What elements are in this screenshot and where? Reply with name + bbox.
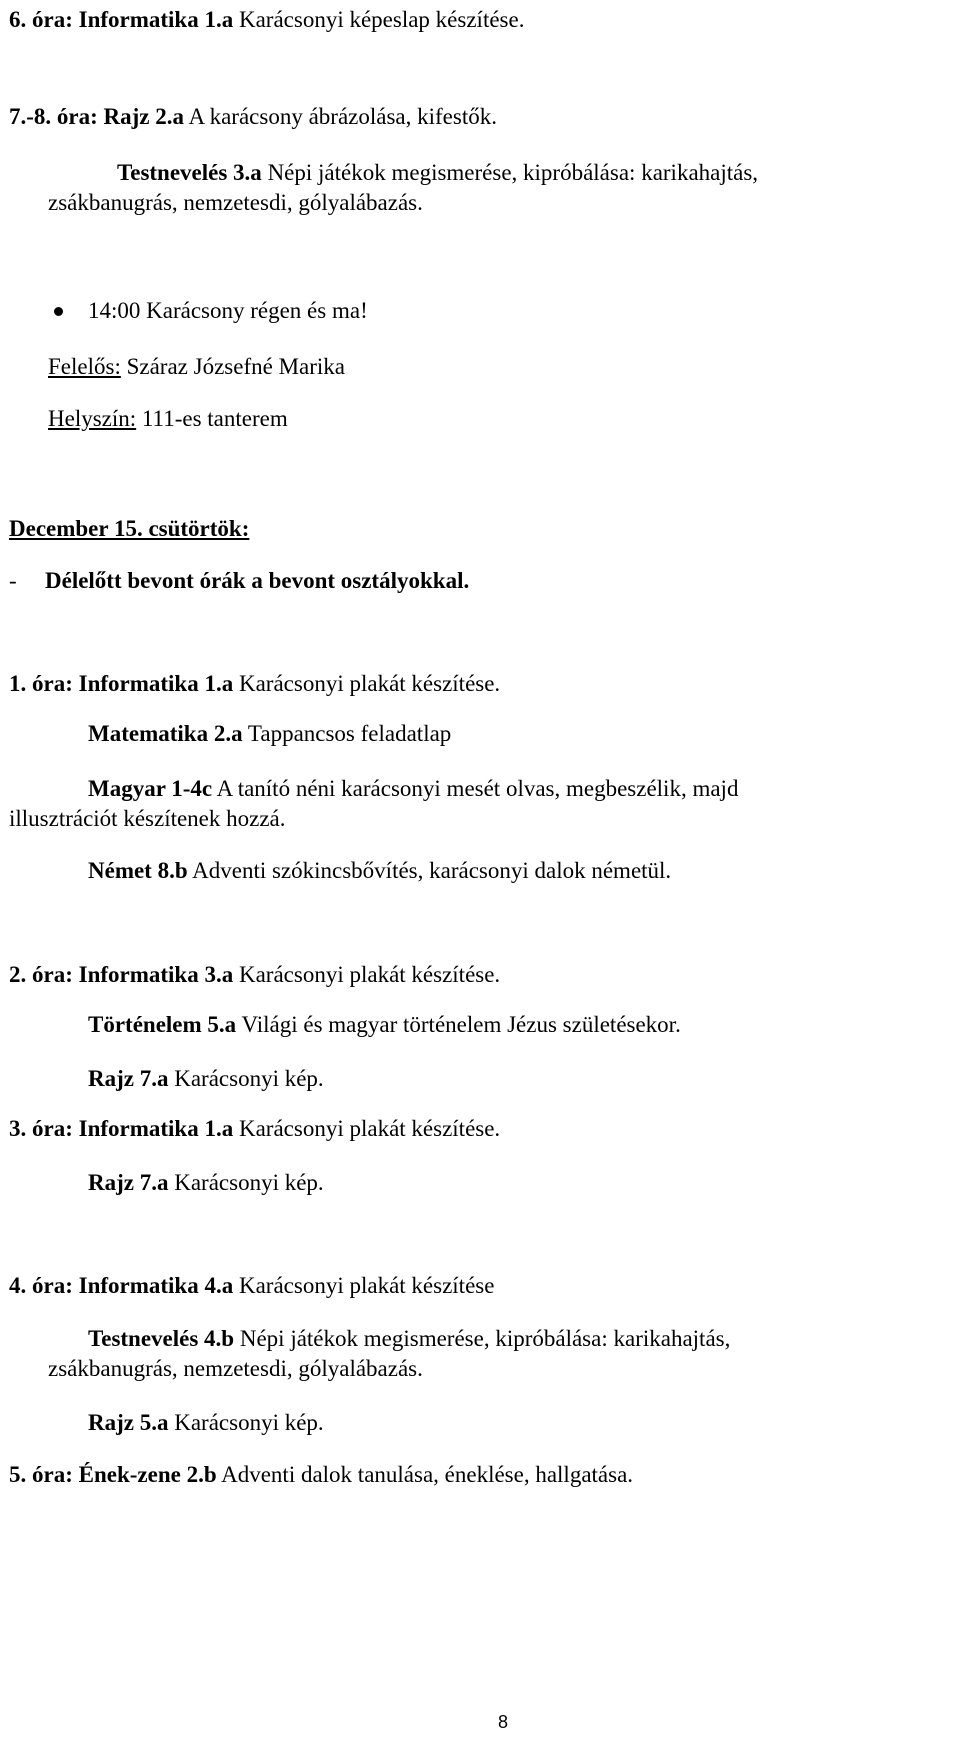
- line-testneveles-4b-cont: zsákbanugrás, nemzetesdi, gólyalábazás.: [48, 1356, 423, 1381]
- line-4-ora: 4. óra: Informatika 4.a Karácsonyi plakát készítése: [9, 1273, 495, 1298]
- line-testneveles-4b: Testnevelés 4.b Népi játékok megismerése, kipróbálása: karikahajtás,: [88, 1326, 731, 1351]
- line-7-8-ora: 7.-8. óra: Rajz 2.a A karácsony ábrázolása, kifestők.: [9, 104, 497, 129]
- line-magyar-1-4c-cont: illusztrációt készítenek hozzá.: [9, 806, 286, 831]
- line-2-ora: 2. óra: Informatika 3.a Karácsonyi plakát készítése.: [9, 962, 501, 987]
- line-3-ora: 3. óra: Informatika 1.a Karácsonyi plakát készítése.: [9, 1116, 501, 1141]
- event-title: 14:00 Karácsony régen és ma!: [88, 298, 368, 323]
- line-rajz-7a-2: Rajz 7.a Karácsonyi kép.: [88, 1170, 324, 1195]
- line-1-ora: 1. óra: Informatika 1.a Karácsonyi plakát készítése.: [9, 671, 501, 696]
- bullet-icon: [54, 307, 63, 316]
- line-rajz-7a: Rajz 7.a Karácsonyi kép.: [88, 1066, 324, 1091]
- line-6-ora: 6. óra: Informatika 1.a Karácsonyi képeslap készítése.: [9, 7, 525, 32]
- line-rajz-5a: Rajz 5.a Karácsonyi kép.: [88, 1410, 324, 1435]
- day-heading: December 15. csütörtök:: [9, 516, 250, 541]
- line-testneveles-3a: Testnevelés 3.a Népi játékok megismerése, kipróbálása: karikahajtás,: [117, 160, 759, 185]
- line-testneveles-3a-cont: zsákbanugrás, nemzetesdi, gólyalábazás.: [48, 190, 423, 215]
- day-subheading: - Délelőtt bevont órák a bevont osztályokkal.: [9, 568, 470, 593]
- line-matematika-2a: Matematika 2.a Tappancsos feladatlap: [88, 721, 452, 746]
- event-responsible: Felelős: Száraz Józsefné Marika: [48, 354, 345, 379]
- line-magyar-1-4c: Magyar 1-4c A tanító néni karácsonyi mesét olvas, megbeszélik, majd: [88, 776, 739, 801]
- line-5-ora: 5. óra: Ének-zene 2.b Adventi dalok tanulása, éneklése, hallgatása.: [9, 1462, 634, 1487]
- page-number: 8: [498, 1712, 509, 1732]
- line-tortenelem-5a: Történelem 5.a Világi és magyar történelem Jézus születésekor.: [88, 1012, 681, 1037]
- event-location: Helyszín: 111-es tanterem: [48, 406, 288, 431]
- line-nemet-8b: Német 8.b Adventi szókincsbővítés, karácsonyi dalok németül.: [88, 858, 672, 883]
